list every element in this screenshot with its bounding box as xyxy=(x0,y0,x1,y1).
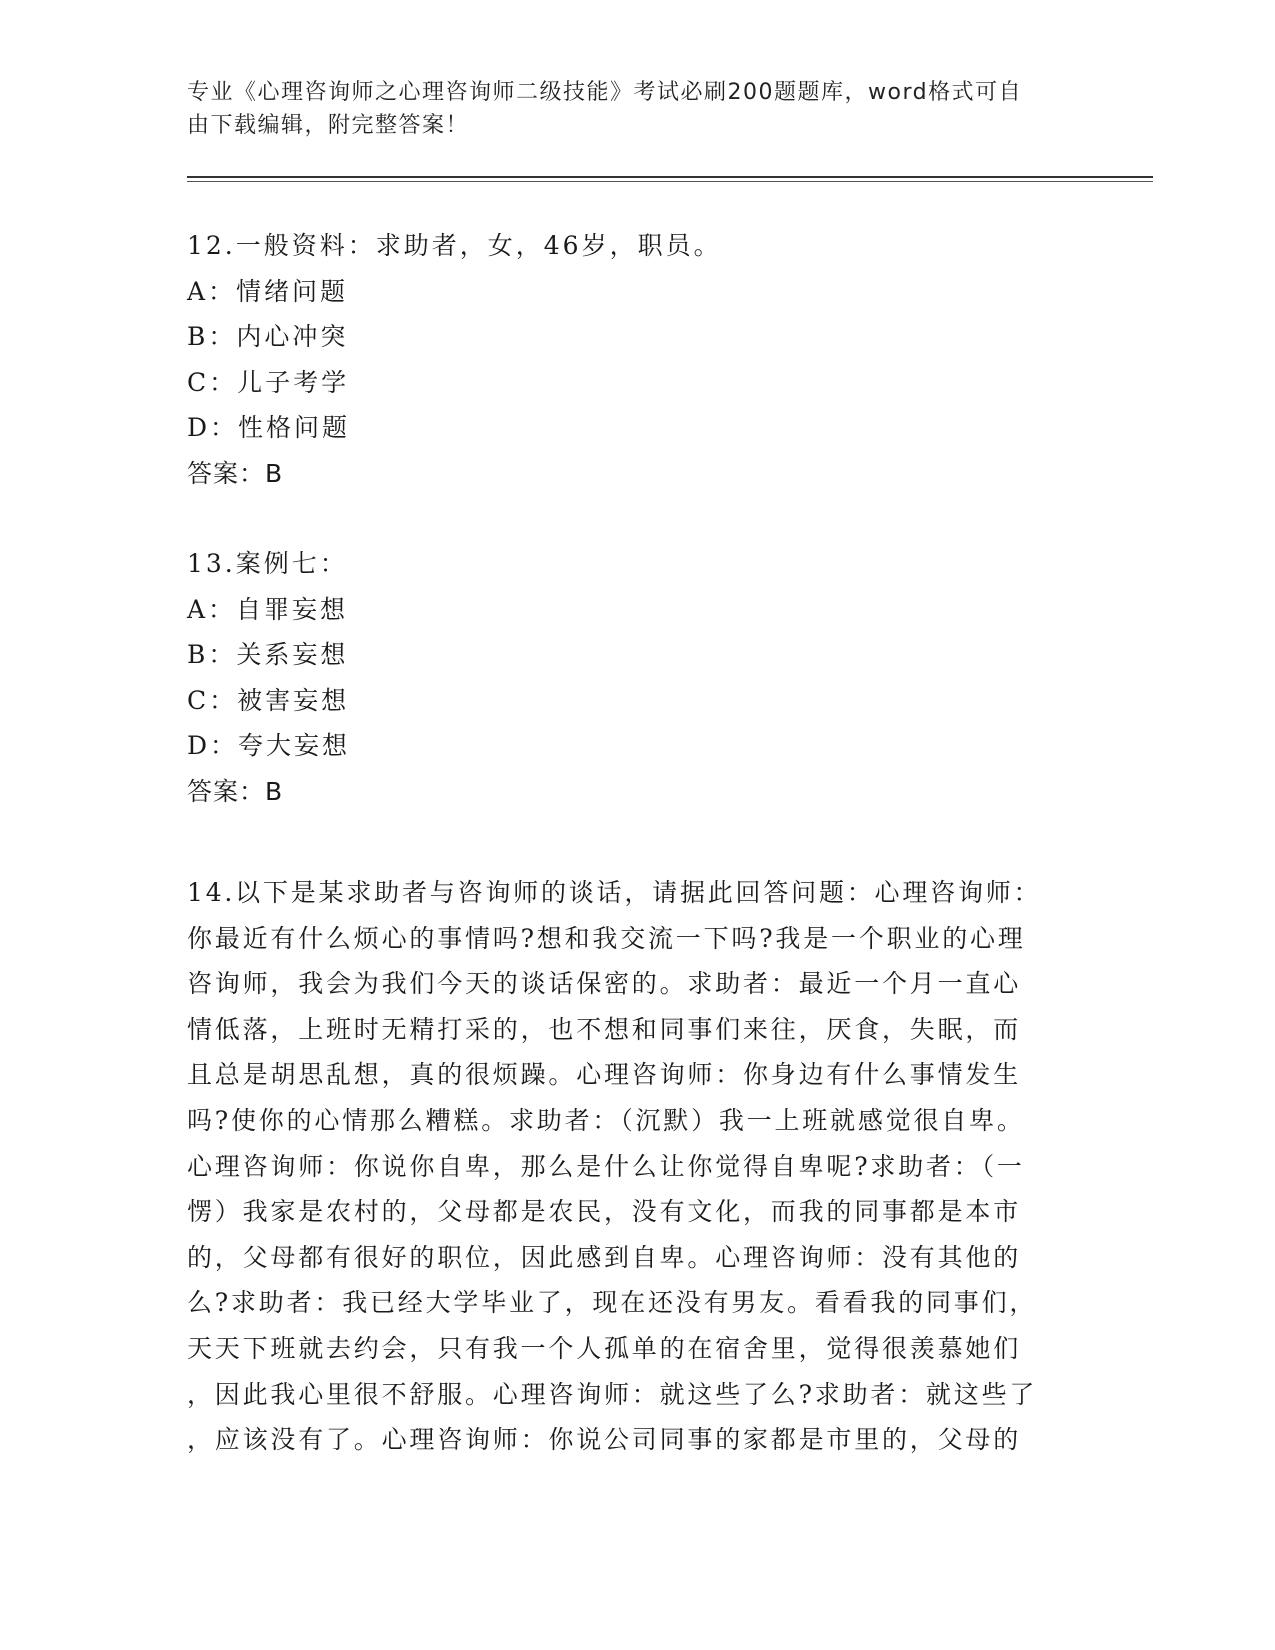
option-d: D：性格问题 xyxy=(187,413,351,442)
option-b: B：内心冲突 xyxy=(187,322,349,351)
passage-line: 愣）我家是农村的，父母都是农民，没有文化，而我的同事都是本市 xyxy=(187,1197,1022,1227)
passage-line: 么?求助者：我已经大学毕业了，现在还没有男友。看看我的同事们， xyxy=(187,1288,1038,1318)
passage-line: 咨询师，我会为我们今天的谈话保密的。求助者：最近一个月一直心 xyxy=(187,969,1022,999)
passage-line: 的，父母都有很好的职位，因此感到自卑。心理咨询师：没有其他的 xyxy=(187,1242,1022,1272)
passage-line: 天天下班就去约会，只有我一个人孤单的在宿舍里，觉得很羡慕她们 xyxy=(187,1333,1022,1363)
question-stem: 12.一般资料：求助者，女，46岁，职员。 xyxy=(187,231,722,260)
header-line-2: 由下载编辑，附完整答案！ xyxy=(187,113,470,138)
passage-line: ，因此我心里很不舒服。心理咨询师：就这些了么?求助者：就这些了 xyxy=(187,1379,1038,1409)
option-c: C：被害妄想 xyxy=(187,685,350,715)
option-a: A：情绪问题 xyxy=(187,276,349,306)
answer-label: 答案：B xyxy=(187,458,284,488)
header-line-1: 专业《心理咨询师之心理咨询师二级技能》考试必刷200题题库，word格式可自 xyxy=(187,80,1023,105)
passage-line: ，应该没有了。心理咨询师：你说公司同事的家都是市里的，父母的 xyxy=(187,1425,1022,1455)
header-divider-thick xyxy=(187,176,1153,178)
question-stem: 13.案例七： xyxy=(187,549,348,578)
passage-line: 且总是胡思乱想，真的很烦躁。心理咨询师：你身边有什么事情发生 xyxy=(187,1060,1022,1090)
document-header xyxy=(187,76,1067,142)
option-d: D：夸大妄想 xyxy=(187,731,351,760)
passage-line: 心理咨询师：你说你自卑，那么是什么让你觉得自卑呢?求助者：（一 xyxy=(187,1151,1025,1181)
passage-line: 吗?使你的心情那么糟糕。求助者：（沉默）我一上班就感觉很自卑。 xyxy=(187,1105,1025,1135)
passage-line: 情低落，上班时无精打采的，也不想和同事们来往，厌食，失眠，而 xyxy=(187,1014,1022,1044)
answer-label: 答案：B xyxy=(187,776,284,806)
option-b: B：关系妄想 xyxy=(187,640,349,669)
option-a: A：自罪妄想 xyxy=(187,594,349,624)
header-divider-thin xyxy=(187,181,1153,182)
passage-line: 14.以下是某求助者与咨询师的谈话，请据此回答问题：心理咨询师： xyxy=(187,878,1042,907)
question-12 xyxy=(187,223,1067,496)
question-14-passage xyxy=(187,870,1067,1463)
passage-line: 你最近有什么烦心的事情吗?想和我交流一下吗?我是一个职业的心理 xyxy=(187,923,1026,953)
option-c: C：儿子考学 xyxy=(187,367,350,397)
question-13 xyxy=(187,541,1067,814)
